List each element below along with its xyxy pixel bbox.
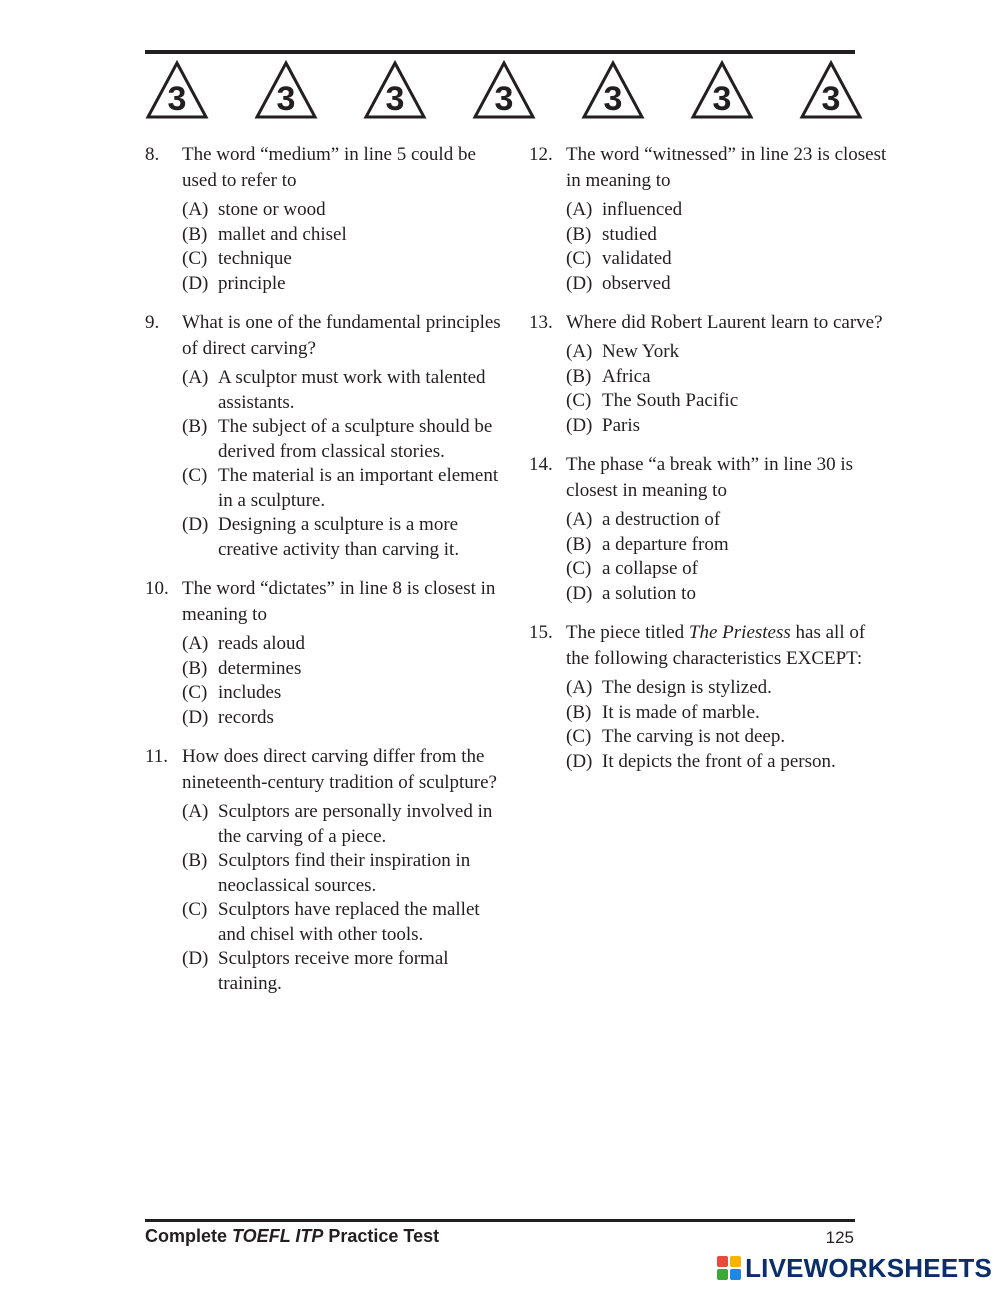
question-11	[145, 744, 505, 996]
option-text: Africa	[602, 365, 651, 387]
answer-option[interactable]	[566, 340, 889, 365]
answer-option[interactable]	[566, 676, 889, 701]
option-text: The material is an important element in a sculpture.	[218, 465, 499, 511]
option-letter: (D)	[182, 948, 209, 969]
footer-title-suffix: Practice Test	[323, 1226, 440, 1246]
section-number: 3	[494, 80, 514, 118]
answer-option[interactable]	[182, 898, 505, 947]
option-text: Designing a sculpture is a more creative activity than carving it.	[218, 514, 460, 560]
stem-title-italic: The Priestess	[688, 622, 791, 643]
section-number: 3	[385, 80, 405, 118]
option-letter: (B)	[182, 657, 208, 679]
option-letter: (D)	[182, 272, 209, 294]
stem-text: The piece titled	[566, 622, 689, 643]
section-number: 3	[167, 80, 187, 118]
answer-option[interactable]	[182, 800, 505, 849]
question-number: 13.	[529, 312, 553, 333]
brand-text: LIVEWORKSHEETS	[745, 1252, 992, 1283]
answer-option[interactable]	[566, 247, 889, 272]
section-triangle-icon	[690, 60, 754, 120]
answer-option[interactable]	[182, 947, 505, 996]
option-text: includes	[218, 682, 282, 703]
option-letter: (A)	[182, 199, 209, 220]
section-triangle-icon	[581, 60, 645, 120]
answer-option[interactable]	[566, 198, 889, 223]
answer-option[interactable]	[566, 557, 889, 582]
option-text: The subject of a sculpture should be derived from classical stories.	[218, 416, 493, 462]
option-letter: (A)	[566, 677, 593, 698]
option-letter: (C)	[182, 465, 208, 486]
option-text: records	[218, 706, 274, 728]
answer-option[interactable]	[182, 415, 505, 464]
question-number: 10.	[145, 578, 169, 599]
option-text: Paris	[602, 414, 640, 436]
option-text: It is made of marble.	[602, 701, 760, 723]
section-triangle-icon	[799, 60, 863, 120]
stem-text: has all of the following characteristics EXCEPT:	[566, 622, 866, 669]
answer-option[interactable]	[566, 582, 889, 607]
answer-options	[566, 340, 889, 438]
question-number: 14.	[529, 454, 553, 475]
option-text: observed	[602, 272, 671, 294]
option-letter: (D)	[566, 582, 593, 604]
question-number: 11.	[145, 746, 169, 767]
question-stem: The word “dictates” in line 8 is closest in meaning to	[182, 578, 496, 625]
section-number: 3	[821, 80, 841, 118]
option-text: Sculptors find their inspiration in neoclassical sources.	[218, 850, 471, 896]
option-text: a destruction of	[602, 509, 721, 530]
option-letter: (A)	[566, 341, 593, 362]
question-9	[145, 310, 505, 562]
answer-option[interactable]	[182, 198, 505, 223]
answer-option[interactable]	[182, 464, 505, 513]
top-rule	[145, 50, 855, 54]
answer-option[interactable]	[182, 849, 505, 898]
option-letter: (C)	[566, 726, 592, 747]
option-letter: (A)	[566, 199, 593, 220]
option-text: The carving is not deep.	[602, 726, 786, 747]
answer-option[interactable]	[566, 725, 889, 750]
section-triangle-icon	[472, 60, 536, 120]
option-letter: (D)	[566, 750, 593, 772]
option-letter: (C)	[182, 682, 208, 703]
question-number: 8.	[145, 144, 160, 165]
option-letter: (D)	[182, 514, 209, 535]
footer-title	[145, 1226, 439, 1247]
option-text: New York	[602, 341, 680, 362]
question-stem	[566, 620, 889, 672]
option-letter: (A)	[182, 801, 209, 822]
option-letter: (B)	[182, 416, 208, 437]
question-number: 9.	[145, 312, 160, 333]
option-text: a departure from	[602, 533, 729, 555]
section-number: 3	[276, 80, 296, 118]
right-question-column	[529, 142, 889, 788]
option-letter: (D)	[182, 706, 209, 728]
answer-option[interactable]	[566, 508, 889, 533]
option-text: a solution to	[602, 582, 696, 604]
option-text: The South Pacific	[602, 390, 739, 411]
option-letter: (D)	[566, 272, 593, 294]
answer-option[interactable]	[566, 701, 889, 726]
logo-square	[730, 1269, 741, 1280]
option-text: technique	[218, 248, 292, 269]
option-letter: (B)	[182, 850, 208, 871]
answer-option[interactable]	[182, 681, 505, 706]
logo-square	[730, 1256, 741, 1267]
question-13	[529, 310, 889, 438]
answer-option[interactable]	[182, 513, 505, 562]
answer-options	[182, 198, 505, 296]
answer-option[interactable]	[182, 632, 505, 657]
answer-options	[182, 366, 505, 562]
section-number: 3	[712, 80, 732, 118]
section-marker-row	[145, 60, 865, 120]
answer-option[interactable]	[566, 414, 889, 439]
logo-square	[717, 1256, 728, 1267]
option-letter: (C)	[566, 390, 592, 411]
question-12	[529, 142, 889, 296]
answer-option[interactable]	[566, 223, 889, 248]
question-stem: The phase “a break with” in line 30 is closest in meaning to	[566, 454, 854, 501]
answer-options	[566, 676, 889, 774]
question-number: 15.	[529, 622, 553, 643]
question-stem: The word “witnessed” in line 23 is closest in meaning to	[566, 144, 887, 191]
option-text: principle	[218, 272, 286, 294]
option-text: Sculptors are personally involved in the carving of a piece.	[218, 801, 493, 847]
question-10	[145, 576, 505, 730]
option-letter: (B)	[566, 701, 592, 723]
option-text: Sculptors receive more formal training.	[218, 948, 449, 994]
section-number: 3	[603, 80, 623, 118]
liveworksheets-brand[interactable]	[717, 1252, 992, 1284]
option-text: It depicts the front of a person.	[602, 750, 836, 772]
footer-rule	[145, 1219, 855, 1222]
option-letter: (C)	[182, 248, 208, 269]
option-text: A sculptor must work with talented assistants.	[218, 367, 486, 413]
section-triangle-icon	[363, 60, 427, 120]
answer-option[interactable]	[182, 223, 505, 248]
answer-option[interactable]	[182, 366, 505, 415]
option-text: reads aloud	[218, 633, 306, 654]
answer-option[interactable]	[566, 533, 889, 558]
question-stem: Where did Robert Laurent learn to carve?	[566, 312, 883, 333]
left-question-column	[145, 142, 505, 1010]
answer-options	[182, 632, 505, 730]
option-letter: (B)	[182, 223, 208, 245]
section-triangle-icon	[254, 60, 318, 120]
answer-option[interactable]	[566, 389, 889, 414]
option-letter: (D)	[566, 414, 593, 436]
question-8	[145, 142, 505, 296]
option-text: determines	[218, 657, 302, 679]
option-text: mallet and chisel	[218, 223, 347, 245]
option-letter: (B)	[566, 365, 592, 387]
answer-options	[566, 508, 889, 606]
footer-title-italic: TOEFL ITP	[232, 1226, 324, 1246]
option-letter: (A)	[182, 633, 209, 654]
liveworksheets-logo-icon	[717, 1256, 741, 1280]
footer-title-prefix: Complete	[145, 1226, 233, 1246]
answer-option[interactable]	[182, 706, 505, 731]
option-text: influenced	[602, 199, 683, 220]
section-triangle-icon	[145, 60, 209, 120]
option-text: The design is stylized.	[602, 677, 772, 698]
option-letter: (B)	[566, 223, 592, 245]
option-text: validated	[602, 248, 672, 269]
answer-option[interactable]	[566, 272, 889, 297]
answer-option[interactable]	[182, 272, 505, 297]
option-text: stone or wood	[218, 199, 326, 220]
question-stem: What is one of the fundamental principles of direct carving?	[182, 312, 501, 359]
option-letter: (B)	[566, 533, 592, 555]
option-letter: (C)	[182, 899, 208, 920]
page-number: 125	[825, 1228, 854, 1247]
answer-option[interactable]	[182, 657, 505, 682]
question-stem: The word “medium” in line 5 could be used to refer to	[182, 144, 476, 191]
answer-options	[182, 800, 505, 996]
question-15	[529, 620, 889, 774]
option-text: studied	[602, 223, 657, 245]
answer-options	[566, 198, 889, 296]
logo-square	[717, 1269, 728, 1280]
question-14	[529, 452, 889, 606]
answer-option[interactable]	[566, 750, 889, 775]
option-letter: (C)	[566, 248, 592, 269]
option-text: a collapse of	[602, 558, 699, 579]
question-number: 12.	[529, 144, 553, 165]
option-text: Sculptors have replaced the mallet and chisel with other tools.	[218, 899, 480, 945]
question-stem: How does direct carving differ from the nineteenth-century tradition of sculpture?	[182, 746, 497, 793]
answer-option[interactable]	[182, 247, 505, 272]
option-letter: (C)	[566, 558, 592, 579]
option-letter: (A)	[566, 509, 593, 530]
option-letter: (A)	[182, 367, 209, 388]
answer-option[interactable]	[566, 365, 889, 390]
